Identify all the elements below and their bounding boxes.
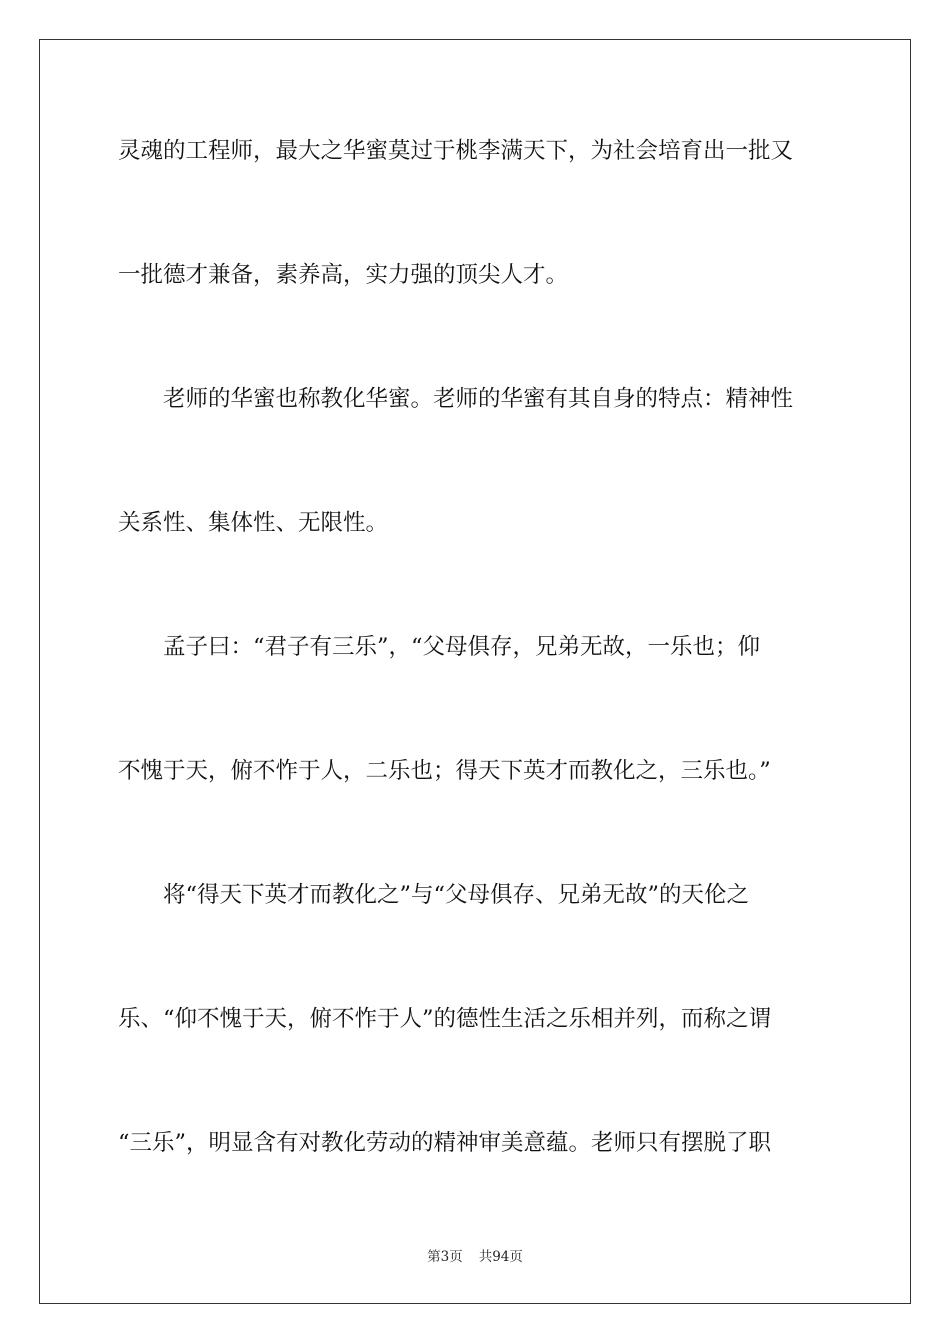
text-line: 孟子曰：“君子有三乐”，“父母俱存，兄弟无故，一乐也；仰 — [118, 634, 761, 660]
page-total: 共94页 — [478, 1249, 523, 1265]
text-line: 老师的华蜜也称教化华蜜。老师的华蜜有其自身的特点：精神性 — [118, 386, 794, 412]
text-line: 将“得天下英才而教化之”与“父母俱存、兄弟无故”的天伦之 — [118, 882, 750, 908]
text-line: 灵魂的工程师，最大之华蜜莫过于桃李满天下，为社会培育出一批又 — [118, 138, 794, 164]
text-line: 不愧于天，俯不怍于人，二乐也；得天下英才而教化之，三乐也。” — [118, 758, 771, 784]
text-line: “三乐”，明显含有对教化劳动的精神审美意蕴。老师只有摆脱了职 — [118, 1130, 772, 1156]
page-number: 第3页 — [427, 1249, 463, 1265]
text-line: 一批德才兼备，素养高，实力强的顶尖人才。 — [118, 262, 569, 288]
text-line: 关系性、集体性、无限性。 — [118, 510, 389, 536]
text-line: 乐、“仰不愧于天，俯不怍于人”的德性生活之乐相并列，而称之谓 — [118, 1006, 772, 1032]
page-footer — [0, 1248, 950, 1266]
page-border — [39, 39, 911, 1304]
